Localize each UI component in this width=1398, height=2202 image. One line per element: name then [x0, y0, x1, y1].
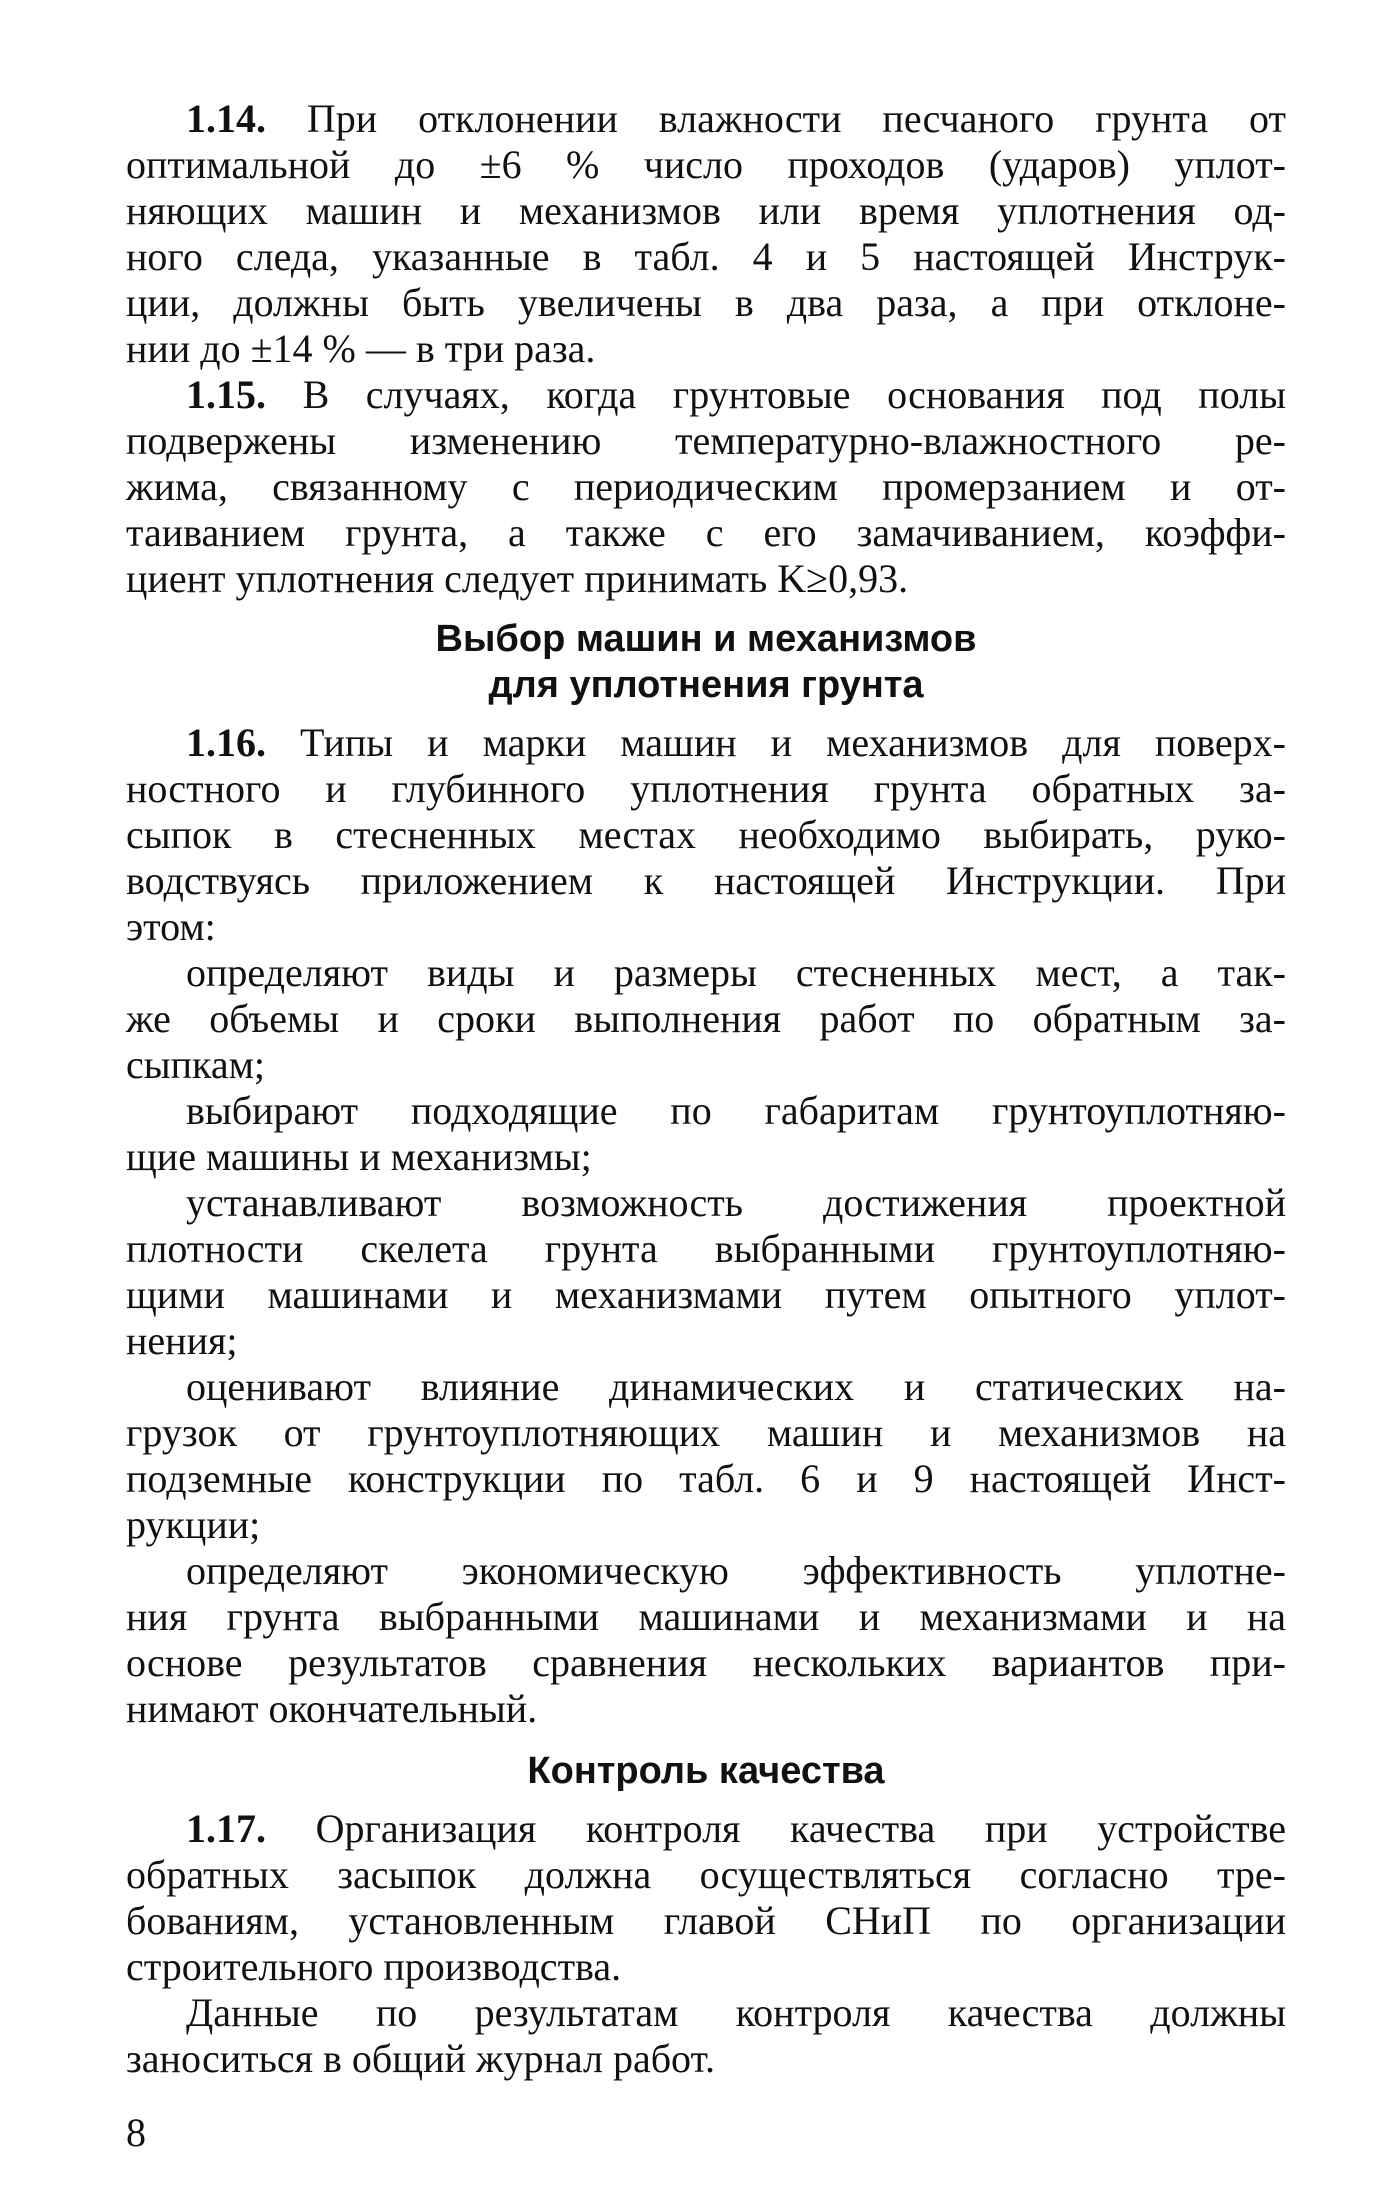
clause-1-17-text: Организация контроля качества при устройстве — [315, 1806, 1287, 1851]
list-item-2-line-2: щие машины и механизмы; — [126, 1134, 592, 1179]
section-heading-machine-selection-line-1: Выбор машин и механизмов — [435, 618, 977, 660]
list-item-4-line-2: грузок от грунтоуплотняющих машин и механизмов на — [126, 1410, 1286, 1455]
paragraph-1-16-line-2: ностного и глубинного уплотнения грунта обратных за- — [126, 766, 1286, 811]
clause-number-1-15: 1.15. — [186, 372, 266, 417]
list-item-5-line-1: определяют экономическую эффективность уплотне- — [186, 1548, 1286, 1593]
paragraph-1-14-line-4: ного следа, указанные в табл. 4 и 5 настоящей Инструк- — [126, 234, 1286, 279]
paragraph-1-14-line-2: оптимальной до ±6 % число проходов (ударов) уплот- — [126, 142, 1286, 187]
clause-1-16-text: Типы и марки машин и механизмов для поверх- — [300, 720, 1286, 765]
paragraph-1-17-line-3: бованиям, установленным главой СНиП по организации — [126, 1898, 1286, 1943]
clause-number-1-16: 1.16. — [186, 720, 266, 765]
paragraph-1-15-line-5: циент уплотнения следует принимать K≥0,93. — [126, 556, 909, 601]
paragraph-1-14-line-6: нии до ±14 % — в три раза. — [126, 326, 596, 371]
paragraph-1-17b-line-1: Данные по результатам контроля качества должны — [186, 1990, 1286, 2035]
paragraph-1-16-line-5: этом: — [126, 904, 216, 949]
list-item-3-line-1: устанавливают возможность достижения проектной — [186, 1180, 1286, 1225]
paragraph-1-15-line-1 — [186, 372, 1286, 418]
list-item-3-line-4: нения; — [126, 1318, 238, 1363]
clause-number-1-14: 1.14. — [186, 96, 266, 141]
paragraph-1-16-line-3: сыпок в стесненных местах необходимо выбирать, руко- — [126, 812, 1286, 857]
list-item-1-line-2: же объемы и сроки выполнения работ по обратным за- — [126, 996, 1286, 1041]
list-item-5-line-3: основе результатов сравнения нескольких вариантов при- — [126, 1640, 1286, 1685]
paragraph-1-17-line-2: обратных засыпок должна осуществляться согласно тре- — [126, 1852, 1286, 1897]
paragraph-1-15-line-2: подвержены изменению температурно-влажностного ре- — [126, 418, 1286, 463]
paragraph-1-17b-line-2: заноситься в общий журнал работ. — [126, 2036, 716, 2081]
list-item-2-line-1: выбирают подходящие по габаритам грунтоуплотняю- — [186, 1088, 1286, 1133]
list-item-3-line-3: щими машинами и механизмами путем опытного уплот- — [126, 1272, 1286, 1317]
clause-number-1-17: 1.17. — [186, 1806, 266, 1851]
paragraph-1-15-line-3: жима, связанному с периодическим промерзанием и от- — [126, 464, 1286, 509]
clause-1-15-text: В случаях, когда грунтовые основания под полы — [302, 372, 1287, 417]
list-item-3-line-2: плотности скелета грунта выбранными грунтоуплотняю- — [126, 1226, 1286, 1271]
list-item-4-line-4: рукции; — [126, 1502, 261, 1547]
list-item-4-line-1: оценивают влияние динамических и статических на- — [186, 1364, 1286, 1409]
list-item-5-line-2: ния грунта выбранными машинами и механизмами и на — [126, 1594, 1286, 1639]
paragraph-1-16-line-4: водствуясь приложением к настоящей Инструкции. При — [126, 858, 1286, 903]
paragraph-1-14-line-5: ции, должны быть увеличены в два раза, а при отклоне- — [126, 280, 1286, 325]
list-item-5-line-4: нимают окончательный. — [126, 1686, 538, 1731]
section-heading-quality-control: Контроль качества — [527, 1750, 885, 1792]
paragraph-1-17-line-1 — [186, 1806, 1286, 1852]
clause-1-14-text: При отклонении влажности песчаного грунта от — [306, 96, 1287, 141]
page-number: 8 — [126, 2110, 146, 2155]
paragraph-1-17-line-4: строительного производства. — [126, 1944, 622, 1989]
paragraph-1-15-line-4: таиванием грунта, а также с его замачиванием, коэффи- — [126, 510, 1286, 555]
paragraph-1-14-line-3: няющих машин и механизмов или время уплотнения од- — [126, 188, 1286, 233]
list-item-1-line-3: сыпкам; — [126, 1042, 266, 1087]
section-heading-machine-selection-line-2: для уплотнения грунта — [488, 664, 924, 706]
paragraph-1-16-line-1 — [186, 720, 1286, 766]
list-item-1-line-1: определяют виды и размеры стесненных мест, а так- — [186, 950, 1286, 995]
list-item-4-line-3: подземные конструкции по табл. 6 и 9 настоящей Инст- — [126, 1456, 1286, 1501]
paragraph-1-14-line-1 — [186, 96, 1286, 142]
